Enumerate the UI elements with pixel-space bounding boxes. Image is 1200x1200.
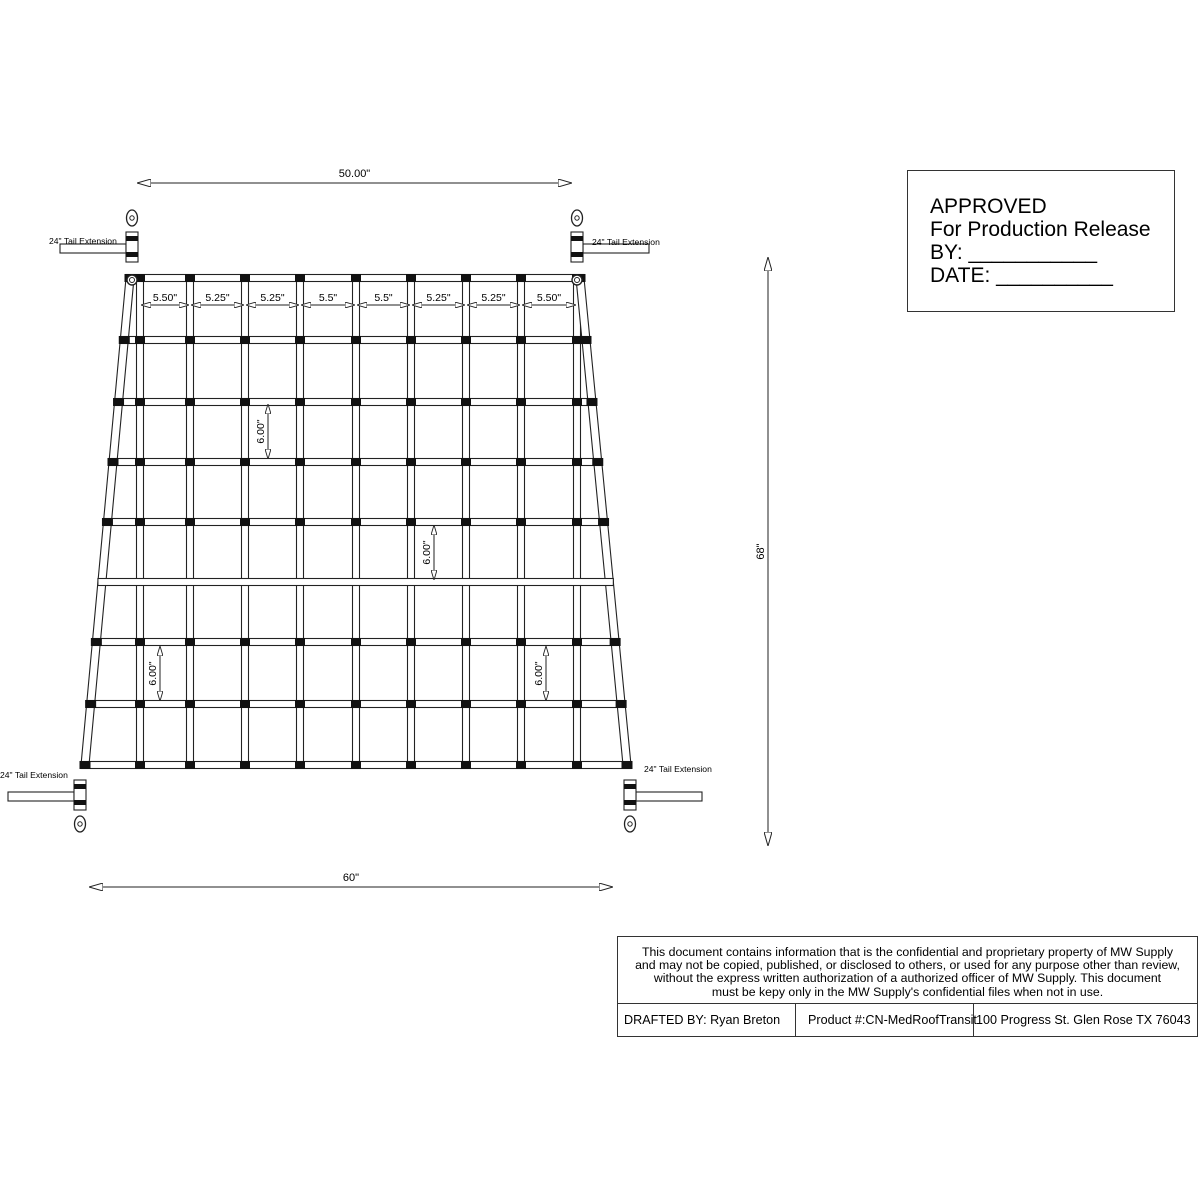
stitch-block (240, 398, 250, 406)
column-spacing-dimension-label: 5.5" (374, 292, 393, 304)
corner-ring-inner (130, 278, 135, 283)
stitch-block (586, 398, 597, 406)
horizontal-strap (98, 579, 613, 586)
stitch-block (102, 518, 113, 526)
tail-extension-label: 24" Tail Extension (49, 236, 117, 246)
stitch-block (351, 638, 361, 646)
notice-line: This document contains information that is the confidential and proprietary property of MW Supply (641, 945, 1174, 959)
cargo-net (0, 210, 712, 832)
tail-extension-strap (636, 792, 702, 801)
approved-label: APPROVED (930, 195, 1047, 218)
stitch-block (516, 274, 526, 282)
stitch-block (406, 638, 416, 646)
stitch-block (516, 518, 526, 526)
buckle-band (624, 784, 636, 789)
stitch-block (406, 398, 416, 406)
approved-by-field: BY: ___________ (930, 241, 1097, 264)
stitch-block (622, 761, 633, 769)
stitch-block (461, 398, 471, 406)
column-spacing-dimension-label: 5.25" (205, 292, 230, 304)
stitch-block (185, 761, 195, 769)
buckle-band (74, 784, 86, 789)
stitch-block (135, 700, 145, 708)
stitch-block (295, 336, 305, 344)
buckle-band (126, 252, 138, 257)
stitch-block (461, 458, 471, 466)
stitch-block (295, 700, 305, 708)
buckle-band (571, 252, 583, 257)
stitch-block (240, 638, 250, 646)
column-spacing-dimension-label: 5.50" (152, 292, 178, 304)
stitch-block (572, 638, 582, 646)
row-spacing-dimension-label: 6.00" (533, 661, 545, 686)
stitch-block (406, 336, 416, 344)
stitch-block (572, 518, 582, 526)
stitch-block (240, 761, 250, 769)
stitch-block (185, 700, 195, 708)
stitch-block (135, 336, 145, 344)
stitch-block (516, 336, 526, 344)
stitch-block (185, 274, 195, 282)
product-number: Product #:CN-MedRoofTransit (796, 1004, 974, 1036)
stitch-block (610, 638, 621, 646)
stitch-block (295, 398, 305, 406)
hook-eye (628, 822, 632, 826)
stitch-block (572, 761, 582, 769)
stitch-block (461, 761, 471, 769)
hook-eye (130, 216, 134, 220)
stitch-block (85, 700, 96, 708)
row-spacing-dimension-label: 6.00" (255, 419, 267, 444)
stitch-block (135, 638, 145, 646)
stitch-block (185, 518, 195, 526)
stitch-block (135, 458, 145, 466)
stitch-block (572, 458, 582, 466)
stitch-block (516, 458, 526, 466)
stitch-block (351, 518, 361, 526)
stitch-block (295, 518, 305, 526)
stitch-block (80, 761, 91, 769)
stitch-block (240, 458, 250, 466)
title-block-info-row (618, 1004, 1197, 1036)
tail-extension-label: 24" Tail Extension (592, 237, 660, 247)
stitch-block (185, 458, 195, 466)
stitch-block (91, 638, 102, 646)
stitch-block (107, 458, 118, 466)
column-spacing-dimension-label: 5.50" (536, 292, 562, 304)
stitch-block (406, 700, 416, 708)
height-dimension-label: 68" (755, 543, 767, 560)
stitch-block (572, 700, 582, 708)
stitch-block (119, 336, 130, 344)
stitch-block (240, 518, 250, 526)
buckle-band (624, 800, 636, 805)
stitch-block (351, 458, 361, 466)
top-width-dimension-label: 50.00" (338, 168, 371, 180)
bottom-width-dimension-label: 60" (342, 872, 360, 884)
approval-stamp (907, 170, 1175, 312)
column-spacing-dimension-label: 5.25" (426, 292, 451, 304)
production-release-label: For Production Release (930, 218, 1151, 241)
notice-line: must be kepy only in the MW Supply's confidential files when not in use. (711, 984, 1104, 999)
tail-extension-strap (8, 792, 74, 801)
stitch-block (351, 274, 361, 282)
row-spacing-dimension-label: 6.00" (421, 540, 433, 565)
stitch-block (135, 398, 145, 406)
confidentiality-notice (618, 937, 1197, 1004)
tail-extension-label: 24" Tail Extension (0, 770, 68, 780)
company-address: 100 Progress St. Glen Rose TX 76043 (976, 1013, 1191, 1027)
tail-extension-label: 24" Tail Extension (644, 764, 712, 774)
stitch-block (406, 518, 416, 526)
stitch-block (135, 518, 145, 526)
stitch-block (406, 458, 416, 466)
stitch-block (461, 700, 471, 708)
stitch-block (592, 458, 603, 466)
stitch-block (351, 336, 361, 344)
stitch-block (295, 761, 305, 769)
stitch-block (406, 274, 416, 282)
approval-date-field: DATE: __________ (930, 264, 1113, 287)
stitch-block (406, 761, 416, 769)
stitch-block (461, 336, 471, 344)
stitch-block (351, 398, 361, 406)
stitch-block (351, 761, 361, 769)
corner-ring-inner (575, 278, 580, 283)
column-spacing-dimension-label: 5.25" (260, 292, 285, 304)
buckle-band (571, 236, 583, 241)
drafted-by: DRAFTED BY: Ryan Breton (618, 1004, 796, 1036)
stitch-block (461, 638, 471, 646)
stitch-block (516, 700, 526, 708)
stitch-block (572, 398, 582, 406)
stitch-block (461, 274, 471, 282)
stitch-block (113, 398, 124, 406)
stitch-block (516, 638, 526, 646)
stitch-block (240, 700, 250, 708)
notice-line: without the express written authorization of a authorized officer of MW Supply. This document (653, 971, 1162, 986)
stitch-block (351, 700, 361, 708)
stitch-block (461, 518, 471, 526)
stitch-block (616, 700, 627, 708)
stitch-block (598, 518, 609, 526)
hook-eye (78, 822, 82, 826)
stitch-block (185, 638, 195, 646)
column-spacing-dimension-label: 5.25" (481, 292, 506, 304)
notice-line: and may not be copied, published, or disclosed to others, or used for any purpose other than review, (635, 958, 1180, 973)
stitch-block (240, 274, 250, 282)
row-spacing-dimension-label: 6.00" (147, 661, 159, 686)
buckle-band (126, 236, 138, 241)
stitch-block (135, 761, 145, 769)
stitch-block (295, 638, 305, 646)
stitch-block (580, 336, 591, 344)
stitch-block (185, 336, 195, 344)
buckle-band (74, 800, 86, 805)
stitch-block (185, 398, 195, 406)
title-block (617, 936, 1198, 1037)
stitch-block (295, 274, 305, 282)
stitch-block (240, 336, 250, 344)
column-spacing-dimension-label: 5.5" (318, 292, 338, 304)
stitch-block (295, 458, 305, 466)
hook-eye (575, 216, 579, 220)
stitch-block (516, 398, 526, 406)
stitch-block (516, 761, 526, 769)
